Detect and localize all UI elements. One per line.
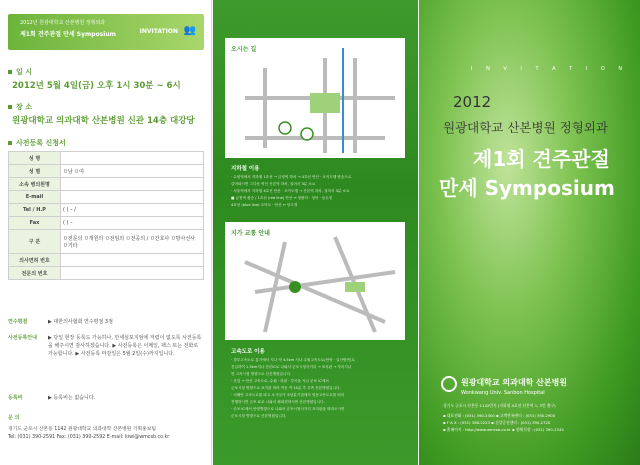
form-row	[9, 178, 204, 191]
form-field-label: 의사면허 번호	[9, 254, 61, 267]
form-field-label: 전문의 번호	[9, 267, 61, 280]
info-credit: 연수평점 ▶ 대한의사협회 연수평점 3점	[8, 319, 113, 325]
header-line1: 2012년 원광대학교 산본병원 정형외과	[20, 20, 106, 26]
form-row	[9, 165, 204, 178]
location-map	[225, 38, 405, 158]
form-field-label: Tel / H.P	[9, 204, 61, 217]
hospital-name: 원광대학교 의과대학 산본병원	[461, 378, 568, 387]
form-field-input[interactable]: ㅁ남 ㅁ여	[61, 165, 204, 178]
traffic-map	[225, 222, 405, 340]
subway-text: · 수원역에서 지하철 1호선 → 금정역 하차 → 4호선 안산 · 오이도행 탑승으로 갈아타시면 그다음 역인 산본역 하차, 걸어서 3분 소요 · 서울역에서 지하철 4호선 안산 · 오이도행 → 산본역 하차, 걸어서 3분 소요 ■ 금정역 환승 / 1호선 (red line) 안산 ↔ 청량리 · 성북 · 동두천 4호선 (blue line) 오이도 · 안산 ↔ 당고개	[231, 175, 352, 207]
form-row	[9, 152, 204, 165]
form-field-input[interactable]	[61, 191, 204, 204]
form-field-input[interactable]	[61, 178, 204, 191]
form-field-input[interactable]: ㅁ전문의 ㅁ개원의 ㅁ전임의 ㅁ전공의 / ㅁ간호사 ㅁ방사선사 ㅁ기타	[61, 230, 204, 254]
hospital-address: 경기도 군포시 산본동 1142번지 (지하철 4호선 산본역 1, 3번 출구)	[443, 403, 556, 408]
info-prereg: 사전등록안내 ▶ 당일 현장 등록도 가능하나, 만세심포지엄에 저렴이 없도록 사전등록을 해주시면 감사하겠습니다. ▶ 사전등록은 이메일, 팩스 또는 전화로 가능합니다. ▶ 사전등록 마감일은 5월 2일(수)까지입니다.	[8, 335, 202, 357]
contact-address: 경기도 군포시 산본동 1142 원광대학교 의과대학 산본병원 기획홍보팀 Tel: (031) 390-2591 Fax: (031) 390-2592 E-mail: kiwi@wmcsb.co.kr	[8, 427, 170, 440]
registration-panel	[0, 0, 212, 465]
directions-panel	[213, 0, 418, 465]
form-field-label: 성 별	[9, 165, 61, 178]
form-field-label: Fax	[9, 217, 61, 230]
form-field-input[interactable]	[61, 267, 204, 280]
hospital-logo-icon	[441, 376, 457, 392]
map2-title: 지가 교통 안내	[231, 230, 270, 237]
form-field-label: 구 분	[9, 230, 61, 254]
people-icon: 👥	[183, 25, 196, 36]
date-label: 일 시	[8, 67, 32, 77]
form-field-input[interactable]	[61, 152, 204, 165]
cover-year: 2012	[453, 93, 492, 111]
cover-dept: 원광대학교 산본병원 정형외과	[443, 120, 608, 135]
form-field-input[interactable]: ( ) – /	[61, 204, 204, 217]
form-row	[9, 191, 204, 204]
form-field-label: 성 명	[9, 152, 61, 165]
hospital-contacts: ▪ 대표전화 : (031) 390-2300 ▪ 고객만족센터 : (031) 390-2900 ▪ F A X : (031) 398-2223 ▪ 건강증진센터 : (031) 390-2720 ▪ 홈페이지 : http://www.wmcsb.co.kr ▪ 장례식장 : (031) 390-2345	[443, 413, 564, 432]
registration-form	[8, 151, 204, 280]
form-row	[9, 204, 204, 217]
map1-title: 오시는 길	[231, 46, 257, 53]
form-field-label: E-mail	[9, 191, 61, 204]
bus-heading: 고속도로 이용	[231, 349, 265, 355]
location-map-svg	[225, 38, 405, 158]
cover-title-line1: 제1회 견주관절	[473, 147, 610, 171]
info-contact: 문 의	[8, 415, 20, 421]
subway-heading: 지하철 이용	[231, 166, 260, 172]
form-row	[9, 230, 204, 254]
cover-invitation: I N V I T A T I O N	[471, 66, 629, 72]
form-row	[9, 217, 204, 230]
form-field-input[interactable]	[61, 254, 204, 267]
bus-text: · 경부고속도로 통가에서 지나 약 4.5km 지나 수원고속도로(안양 · 일산방면)로 진입하여 1.5km지나 산본IC로 나와서 군포시청사거리 → 표지판 → 자리지나 면 고속시청 방향으로 산본병원입니다. · 산업 → 안산 고속도로, 수원 · 의왕 · 부곡을 지나 군포 IC에서 군포시청 방향으로 표지판 따라 이동 약 10분 후 우측 산본병원입니다. · 서해안 고속도로를 타고 오시다가 조남분기점에서 영동고속도로를 따라 진행하시면 군포 IC로 나와서 좌회전하시면 산본병원입니다. · 군포 IC에서 안양방향으로 나와서 군포시청사거리 표지판을 따라오시면 군포시청 방향으로 산본병원입니다.	[231, 358, 355, 418]
traffic-map-svg	[225, 222, 405, 340]
date-value: 2012년 5월 4일(금) 오후 1시 30분 ~ 6시	[12, 81, 181, 91]
form-row	[9, 267, 204, 280]
panel-header	[8, 14, 204, 50]
cover-panel	[419, 0, 640, 465]
form-label: 사전등록 신청서	[8, 138, 66, 148]
place-label: 장 소	[8, 102, 32, 112]
header-line2: 제1회 견주관절 만세 Symposium	[20, 31, 116, 38]
form-field-input[interactable]: ( ) –	[61, 217, 204, 230]
hospital-name-en: Wonkwang Univ. Sanbon Hospital	[461, 390, 545, 396]
form-field-label: 소속 병의원명	[9, 178, 61, 191]
cover-title-line2: 만세 Symposium	[439, 176, 615, 200]
info-fee: 등록비 ▶ 등록비는 없습니다.	[8, 395, 96, 401]
form-row	[9, 254, 204, 267]
place-value: 원광대학교 의과대학 산본병원 신관 14층 대강당	[12, 116, 195, 126]
header-invitation: INVITATION	[139, 28, 178, 35]
